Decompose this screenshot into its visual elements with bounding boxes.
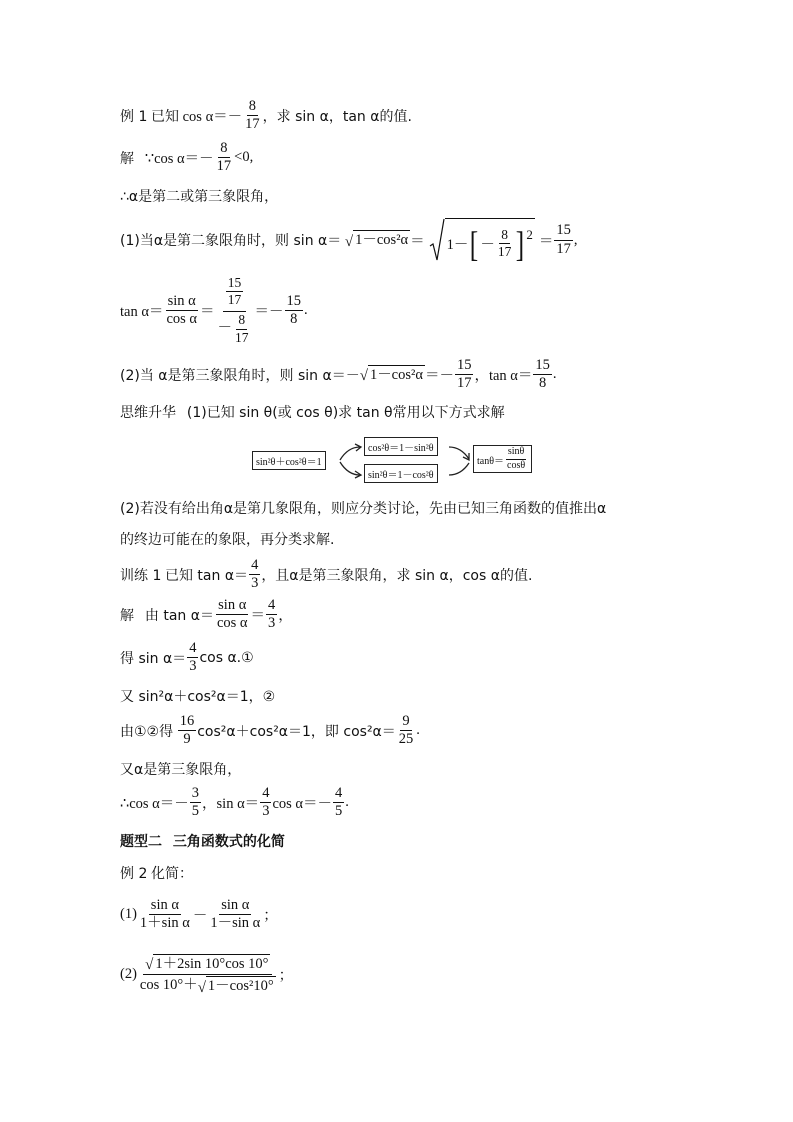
think-text-2a: (2)若没有给出角α是第几象限角，则应分类讨论，先由已知三角函数的值推出α bbox=[120, 501, 607, 517]
equals-negative: ＝－ bbox=[424, 368, 454, 385]
fraction-sin-1-plus: $\frac{\text{sin α}}{\text{1＋sin α}}$ bbox=[139, 897, 190, 932]
part-2-label: (2) bbox=[120, 966, 137, 983]
fraction-8-17: $\frac{8}{17}$ bbox=[235, 312, 249, 345]
fraction-15-17: $\frac{15}{17}$ bbox=[456, 357, 472, 392]
training-rest: ，且α是第三象限角，求 sin α，cos α的值. bbox=[261, 567, 533, 584]
cos-expression: cos α＝－ bbox=[182, 109, 243, 126]
think-line bbox=[120, 402, 505, 422]
equals-negative: ＝－ bbox=[254, 303, 284, 320]
semicolon: ； bbox=[278, 968, 294, 985]
period: . bbox=[552, 366, 557, 383]
sqrt-expression: √ 1－cos²α bbox=[344, 232, 409, 250]
complex-fraction: $\frac{15}{17}$ － $\frac{8}{17}$ bbox=[217, 275, 249, 345]
third-quadrant-text: 又α是第三象限角， bbox=[120, 762, 242, 778]
period: . bbox=[304, 301, 308, 318]
minus: － bbox=[192, 908, 208, 925]
part-1-label: (1) bbox=[120, 906, 137, 923]
fraction-4-3: $\frac{4}{3}$ bbox=[268, 597, 276, 632]
fraction-8-17: $\frac{8}{17}$ bbox=[245, 98, 260, 133]
big-sqrt-expression: 1－ [ － $\frac{8}{17}$ ] 2 bbox=[429, 218, 535, 262]
solution-2-line bbox=[120, 598, 293, 631]
example-label: 例 2 bbox=[120, 866, 148, 882]
equals: ＝ bbox=[538, 233, 554, 250]
result-line bbox=[120, 786, 349, 819]
third-quadrant-line bbox=[120, 759, 241, 779]
comma: ， bbox=[278, 608, 293, 625]
therefore-cos: ∴cos α＝－ bbox=[120, 796, 189, 813]
period: . bbox=[345, 794, 349, 811]
fraction-3-5: $\frac{3}{5}$ bbox=[191, 785, 200, 820]
less-than-zero: <0, bbox=[234, 149, 254, 166]
fraction-4-3: $\frac{4}{3}$ bbox=[251, 557, 259, 592]
fraction-9-25: $\frac{9}{25}$ bbox=[398, 713, 414, 748]
sin-square-box: sin²θ＝1－cos²θ bbox=[364, 464, 438, 483]
get-text: 得 sin α＝ bbox=[120, 650, 187, 667]
training-1-line bbox=[120, 558, 532, 591]
comma: , bbox=[573, 231, 578, 248]
example-2-line bbox=[120, 863, 193, 883]
sin-eq-text: ，sin α＝ bbox=[202, 796, 260, 813]
therefore-text: ∴α是第二或第三象限角， bbox=[120, 189, 279, 205]
fraction-4-3: $\frac{4}{3}$ bbox=[189, 640, 197, 675]
equation-mid: cos²α＋cos²α＝1，即 cos²α＝ bbox=[197, 723, 396, 740]
identity-box: sin²θ＋cos²θ＝1 bbox=[252, 451, 326, 470]
identity-line bbox=[120, 686, 275, 706]
given-text: 已知 bbox=[150, 108, 179, 125]
tan-text: ，tan α＝ bbox=[474, 368, 533, 385]
solution-1-line bbox=[120, 141, 253, 174]
simplify-text: 化简： bbox=[150, 866, 193, 882]
think-2-line bbox=[120, 498, 606, 518]
tan-box: tanθ＝ $\frac{\sin\theta}{\cos\theta}$ bbox=[473, 445, 532, 473]
get-sin-line bbox=[120, 641, 254, 674]
quadrant-line bbox=[120, 186, 278, 206]
by-text: 由 tan α＝ bbox=[144, 607, 214, 624]
fraction-15-8: $\frac{15}{8}$ bbox=[286, 292, 301, 327]
section-name: 三角函数式的化简 bbox=[172, 834, 285, 850]
because-text: ∵cos α＝－ bbox=[144, 151, 214, 168]
think-title: 思维升华 bbox=[120, 405, 176, 421]
tan-line bbox=[120, 276, 308, 345]
fraction-sin-1-minus: $\frac{\text{sin α}}{\text{1－sin α}}$ bbox=[210, 897, 261, 932]
period: . bbox=[416, 722, 420, 739]
equals: ＝ bbox=[200, 303, 215, 320]
fraction-4-5: $\frac{4}{5}$ bbox=[335, 785, 343, 820]
sqrt-expression: √ 1－cos²α bbox=[359, 367, 423, 385]
fraction-15-17: $\frac{15}{17}$ bbox=[227, 275, 242, 308]
think-text: (1)已知 sin θ(或 cos θ)求 tan θ常用以下方式求解 bbox=[186, 405, 505, 421]
cos-square-box: cos²θ＝1－sin²θ bbox=[364, 437, 438, 456]
think-text-2b: 的终边可能在的象限，再分类求解. bbox=[120, 532, 335, 548]
equals: ＝ bbox=[410, 233, 425, 250]
case-1-prefix: (1)当α是第二象限角时，则 sin α＝ bbox=[120, 233, 342, 249]
training-label: 训练 1 bbox=[120, 567, 162, 584]
solution-label: 解 bbox=[120, 607, 134, 624]
fraction-15-17: $\frac{15}{17}$ bbox=[556, 222, 571, 257]
cos-eq-text: cos α＝－ bbox=[272, 796, 332, 813]
fraction-4-3: $\frac{4}{3}$ bbox=[262, 785, 270, 820]
case-2-prefix: (2)当 α是第三象限角时，则 sin α＝－ bbox=[120, 367, 360, 384]
identity-text: 又 sin²α＋cos²α＝1，② bbox=[120, 689, 276, 705]
solution-label: 解 bbox=[120, 150, 134, 167]
sin-over-cos: $\frac{\text{sin α}}{\text{cos α}}$ bbox=[166, 292, 197, 327]
training-given: 已知 tan α＝ bbox=[164, 567, 249, 584]
branch-arrows-left bbox=[338, 441, 364, 481]
cos-eq-1: cos α.① bbox=[199, 649, 254, 666]
section-type: 题型二 bbox=[120, 834, 162, 850]
ask-text: ，求 sin α，tan α的值. bbox=[262, 108, 412, 125]
tan-prefix: tan α＝ bbox=[120, 303, 164, 320]
example-label: 例 1 bbox=[120, 108, 148, 125]
think-2b-line bbox=[120, 529, 334, 549]
fraction-8-17: $\frac{8}{17}$ bbox=[216, 140, 232, 175]
part-1-line bbox=[120, 898, 278, 931]
combine-line bbox=[120, 714, 420, 747]
fraction-15-8: $\frac{15}{8}$ bbox=[535, 357, 550, 392]
fraction-sqrt: √ 1＋2sin 10°cos 10° cos 10°＋ √ 1－cos²10° bbox=[139, 956, 274, 996]
example-1-line bbox=[120, 99, 412, 132]
case-1-line bbox=[120, 218, 578, 262]
part-2-line bbox=[120, 954, 293, 996]
case-2-line bbox=[120, 358, 557, 391]
branch-arrows-right bbox=[447, 441, 473, 481]
sin-over-cos: $\frac{\text{sin α}}{\text{cos α}}$ bbox=[216, 597, 248, 632]
fraction-8-17: $\frac{8}{17}$ bbox=[497, 226, 512, 259]
equals: ＝ bbox=[250, 608, 266, 625]
identity-diagram bbox=[252, 435, 542, 485]
fraction-16-9: $\frac{16}{9}$ bbox=[179, 713, 195, 748]
from-text: 由①②得 bbox=[120, 723, 174, 740]
semicolon: ； bbox=[263, 908, 278, 925]
section-heading bbox=[120, 831, 285, 851]
